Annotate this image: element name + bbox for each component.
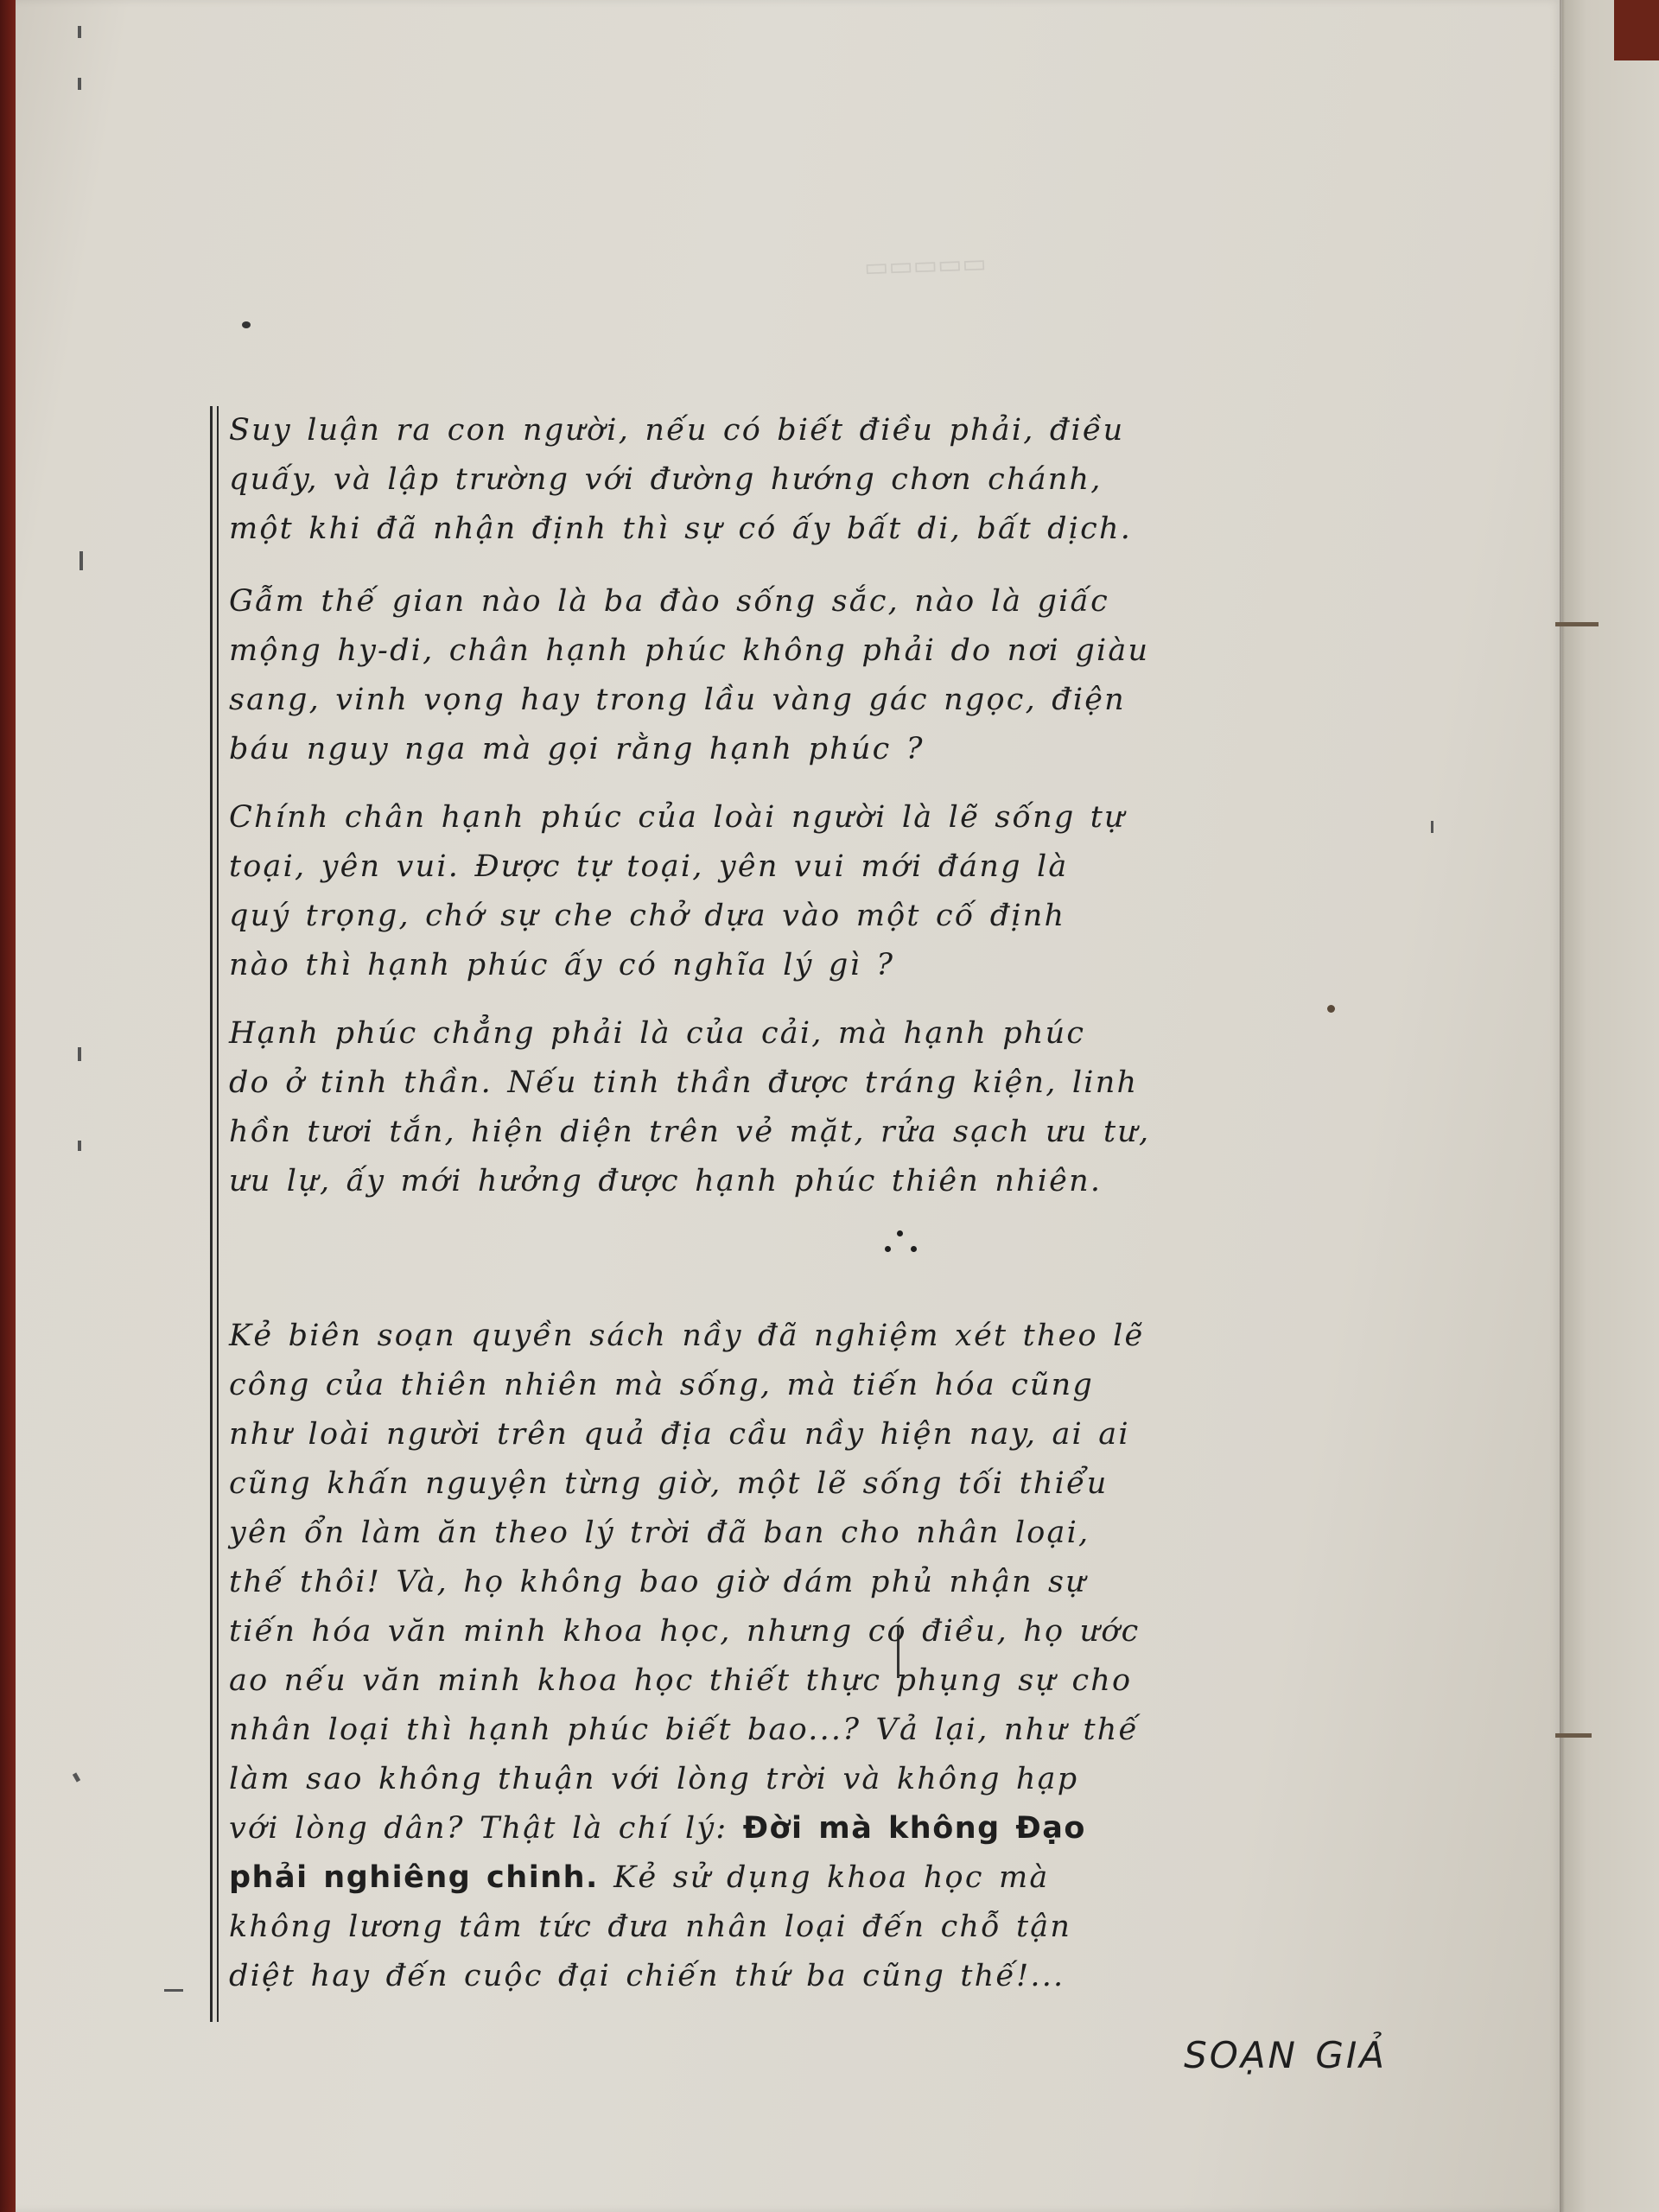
text-line: báu nguy nga mà gọi rằng hạnh phúc ?	[229, 732, 925, 766]
paragraph-3	[229, 793, 1154, 990]
margin-mark	[79, 551, 83, 570]
text-line: ao nếu văn minh khoa học thiết thực phụng sự cho	[229, 1663, 1133, 1698]
text-line-with-bold	[229, 1804, 1154, 1853]
text-line: diệt hay đến cuộc đại chiến thứ ba cũng thế!...	[229, 1959, 1065, 1993]
margin-mark	[78, 1047, 81, 1061]
margin-mark	[1431, 821, 1433, 833]
text-line: nhân loại thì hạnh phúc biết bao...? Vả lại, như thế	[229, 1713, 1140, 1747]
text-line: Gẫm thế gian nào là ba đào sống sắc, nào là giấc	[229, 584, 1109, 619]
section-separator-dots	[881, 1227, 933, 1262]
cloth-background-top-right	[1614, 0, 1659, 60]
text-line: hồn tươi tắn, hiện diện trên vẻ mặt, rửa sạch ưu tư,	[229, 1115, 1151, 1149]
back-page-edge	[1562, 0, 1659, 2212]
vertical-rule-inner	[217, 406, 219, 2022]
paragraph-2	[229, 577, 1154, 774]
text-line: Chính chân hạnh phúc của loài người là lẽ sống tự	[229, 800, 1126, 835]
text-line: một khi đã nhận định thì sự có ấy bất di, bất dịch.	[229, 512, 1133, 546]
ink-speck	[1327, 1005, 1335, 1013]
text-fragment: với lòng dân? Thật là chí lý:	[229, 1811, 743, 1846]
text-line: quấy, và lập trường với đường hướng chơn chánh,	[229, 462, 1103, 497]
text-fragment: Kẻ sử dụng khoa học mà	[598, 1860, 1050, 1895]
text-line: thế thôi! Và, họ không bao giờ dám phủ nhận sự	[229, 1565, 1087, 1599]
text-line: làm sao không thuận với lòng trời và không hạp	[229, 1762, 1079, 1796]
margin-mark	[1555, 622, 1599, 626]
text-line-with-bold	[229, 1853, 1154, 1903]
text-line: toại, yên vui. Được tự toại, yên vui mới đáng là	[229, 849, 1069, 884]
separator-dot	[885, 1246, 891, 1252]
margin-mark	[78, 1141, 81, 1151]
paragraph-1	[229, 406, 1154, 554]
text-line: tiến hóa văn minh khoa học, nhưng có điều, họ ước	[229, 1614, 1141, 1649]
text-line: không lương tâm tức đưa nhân loại đến chỗ tận	[229, 1910, 1072, 1944]
text-line: Hạnh phúc chẳng phải là của cải, mà hạnh phúc	[229, 1016, 1086, 1051]
vertical-rule-outer	[210, 406, 213, 2022]
page-fold-shadow	[1560, 0, 1565, 2212]
text-line: quý trọng, chớ sự che chở dựa vào một cố định	[229, 899, 1066, 933]
text-line: Kẻ biên soạn quyền sách nầy đã nghiệm xét theo lẽ	[229, 1319, 1145, 1353]
show-through-texture: ▭▭▭▭▭	[863, 248, 988, 283]
bold-phrase: phải nghiêng chinh.	[229, 1860, 599, 1895]
text-line: mộng hy-di, chân hạnh phúc không phải do nơi giàu	[229, 633, 1150, 668]
text-line: cũng khấn nguyện từng giờ, một lẽ sống tối thiểu	[229, 1466, 1109, 1501]
margin-mark	[164, 1989, 183, 1992]
bold-phrase: Đời mà không Đạo	[742, 1811, 1086, 1846]
text-line: do ở tinh thần. Nếu tinh thần được tráng kiện, linh	[229, 1065, 1139, 1100]
text-line: yên ổn làm ăn theo lý trời đã ban cho nhân loại,	[229, 1516, 1090, 1550]
separator-dot	[911, 1246, 917, 1252]
margin-mark	[1555, 1733, 1592, 1738]
separator-dot	[897, 1230, 903, 1236]
paragraph-5	[229, 1312, 1154, 2001]
ink-speck	[242, 321, 251, 328]
text-line: công của thiên nhiên mà sống, mà tiến hóa cũng	[229, 1368, 1095, 1402]
margin-mark	[78, 26, 81, 38]
text-line: Suy luận ra con người, nếu có biết điều phải, điều	[229, 413, 1125, 448]
author-signature: SOẠN GIẢ	[1184, 2034, 1387, 2076]
paragraph-4	[229, 1009, 1154, 1206]
text-line: ưu lự, ấy mới hưởng được hạnh phúc thiên nhiên.	[229, 1164, 1103, 1198]
text-line: nào thì hạnh phúc ấy có nghĩa lý gì ?	[229, 948, 895, 982]
margin-mark	[78, 78, 81, 90]
text-line: như loài người trên quả địa cầu nầy hiện nay, ai ai	[229, 1417, 1130, 1452]
text-line: sang, vinh vọng hay trong lầu vàng gác ngọc, điện	[229, 683, 1126, 717]
